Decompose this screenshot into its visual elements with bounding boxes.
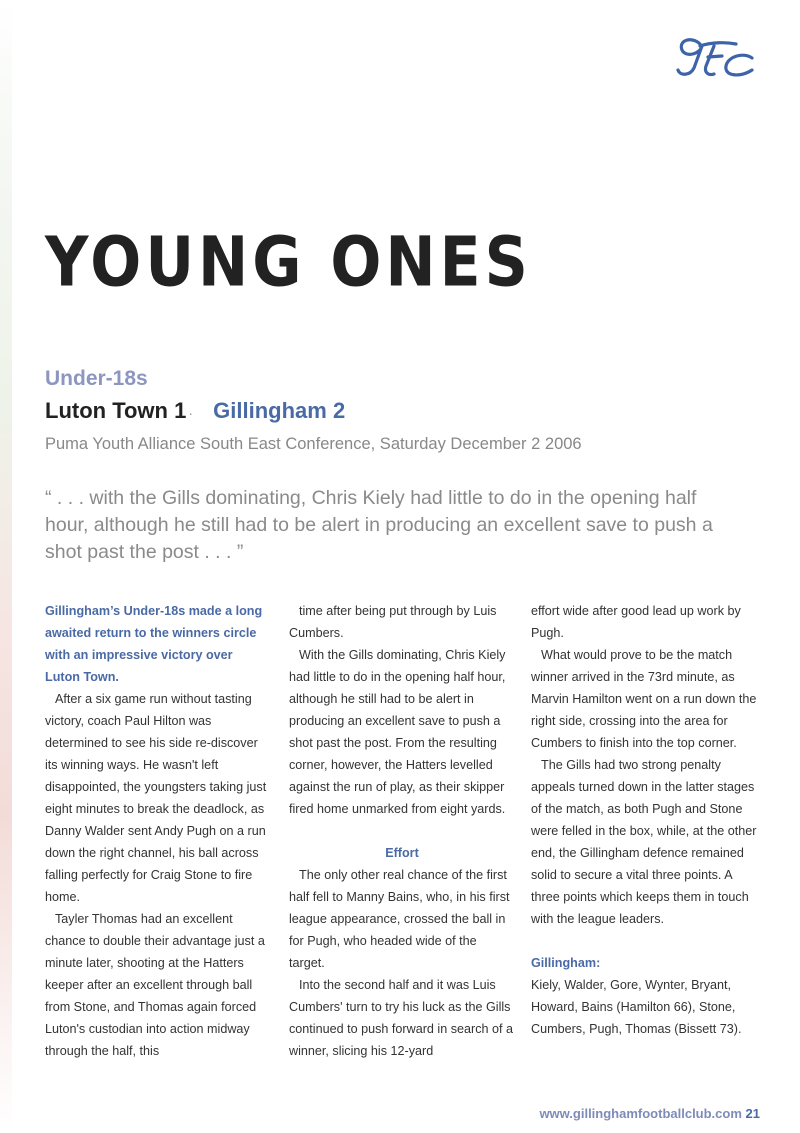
competition-line: Puma Youth Alliance South East Conference, Saturday December 2 2006: [45, 435, 582, 453]
article-paragraph: After a six game run without tasting victory, coach Paul Hilton was determined to see his side re-discover its winning ways. He wasn't left disappointed, the youngsters taking just eight minutes to break the deadlock, as Danny Walder sent Andy Pugh on a run down the right channel, his ball across falling perfectly for Craig Stone to fire home.: [45, 692, 267, 904]
team-heading: Gillingham:: [531, 956, 601, 970]
article-paragraph: What would prove to be the match winner arrived in the 73rd minute, as Marvin Hamilton went on a run down the right side, crossing into the area for Cumbers to finish into the top corner.: [531, 648, 757, 750]
section-subheading: Effort: [385, 846, 419, 860]
footer-url[interactable]: www.gillinghamfootballclub.com: [539, 1106, 742, 1121]
article-paragraph: The only other real chance of the first half fell to Manny Bains, who, in his first league appearance, crossed the ball in for Pugh, who headed wide of the target.: [289, 868, 510, 970]
home-team: Luton Town: [45, 398, 168, 423]
article-paragraph: The Gills had two strong penalty appeals turned down in the latter stages of the match, as both Pugh and Stone were felled in the box, while, at the other end, the Gillingham defence remained solid to secure a vital three points. A three points which keeps them in touch with the league leaders.: [531, 758, 757, 926]
article-paragraph: time after being put through by Luis Cumbers.: [289, 604, 497, 640]
gfc-logo: [670, 30, 760, 85]
score-separator: ·: [188, 405, 194, 421]
team-list: Kiely, Walder, Gore, Wynter, Bryant, Howard, Bains (Hamilton 66), Stone, Cumbers, Pugh, Thomas (Bissett 73).: [531, 978, 742, 1036]
pull-quote: “ . . . with the Gills dominating, Chris Kiely had little to do in the opening half hour, although he still had to be alert in producing an excellent save to push a shot past the post . . . ”: [45, 487, 713, 563]
article-intro: Gillingham’s Under-18s made a long awaited return to the winners circle with an impressive victory over Luton Town.: [45, 604, 263, 684]
age-group-label: Under-18s: [45, 367, 148, 390]
page-edge-shadow: [0, 0, 12, 1133]
article-column-1: [45, 600, 269, 1062]
article-paragraph: With the Gills dominating, Chris Kiely had little to do in the opening half hour, although he still had to be alert in producing an excellent save to push a shot past the post. From the resulting corner, however, the Hatters levelled against the run of play, as their skipper fired home unmarked from eight yards.: [289, 648, 506, 816]
match-score: [45, 398, 345, 424]
page-footer: [539, 1106, 760, 1121]
home-score: 1: [174, 398, 187, 423]
page-number: 21: [745, 1106, 760, 1121]
article-column-2: [289, 600, 515, 1062]
article-column-3: [531, 600, 761, 1040]
away-score: 2: [332, 398, 346, 423]
article-paragraph: Into the second half and it was Luis Cumbers' turn to try his luck as the Gills continued to push forward in search of a winner, slicing his 12-yard: [289, 978, 514, 1058]
article-paragraph: Tayler Thomas had an excellent chance to double their advantage just a minute later, shooting at the Hatters keeper after an excellent through ball from Stone, and Thomas again forced Luton's custodian into action midway through the half, this: [45, 912, 265, 1058]
article-paragraph: effort wide after good lead up work by Pugh.: [531, 604, 741, 640]
away-team: Gillingham: [213, 398, 327, 423]
page-title: YOUNG ONES: [45, 222, 532, 303]
